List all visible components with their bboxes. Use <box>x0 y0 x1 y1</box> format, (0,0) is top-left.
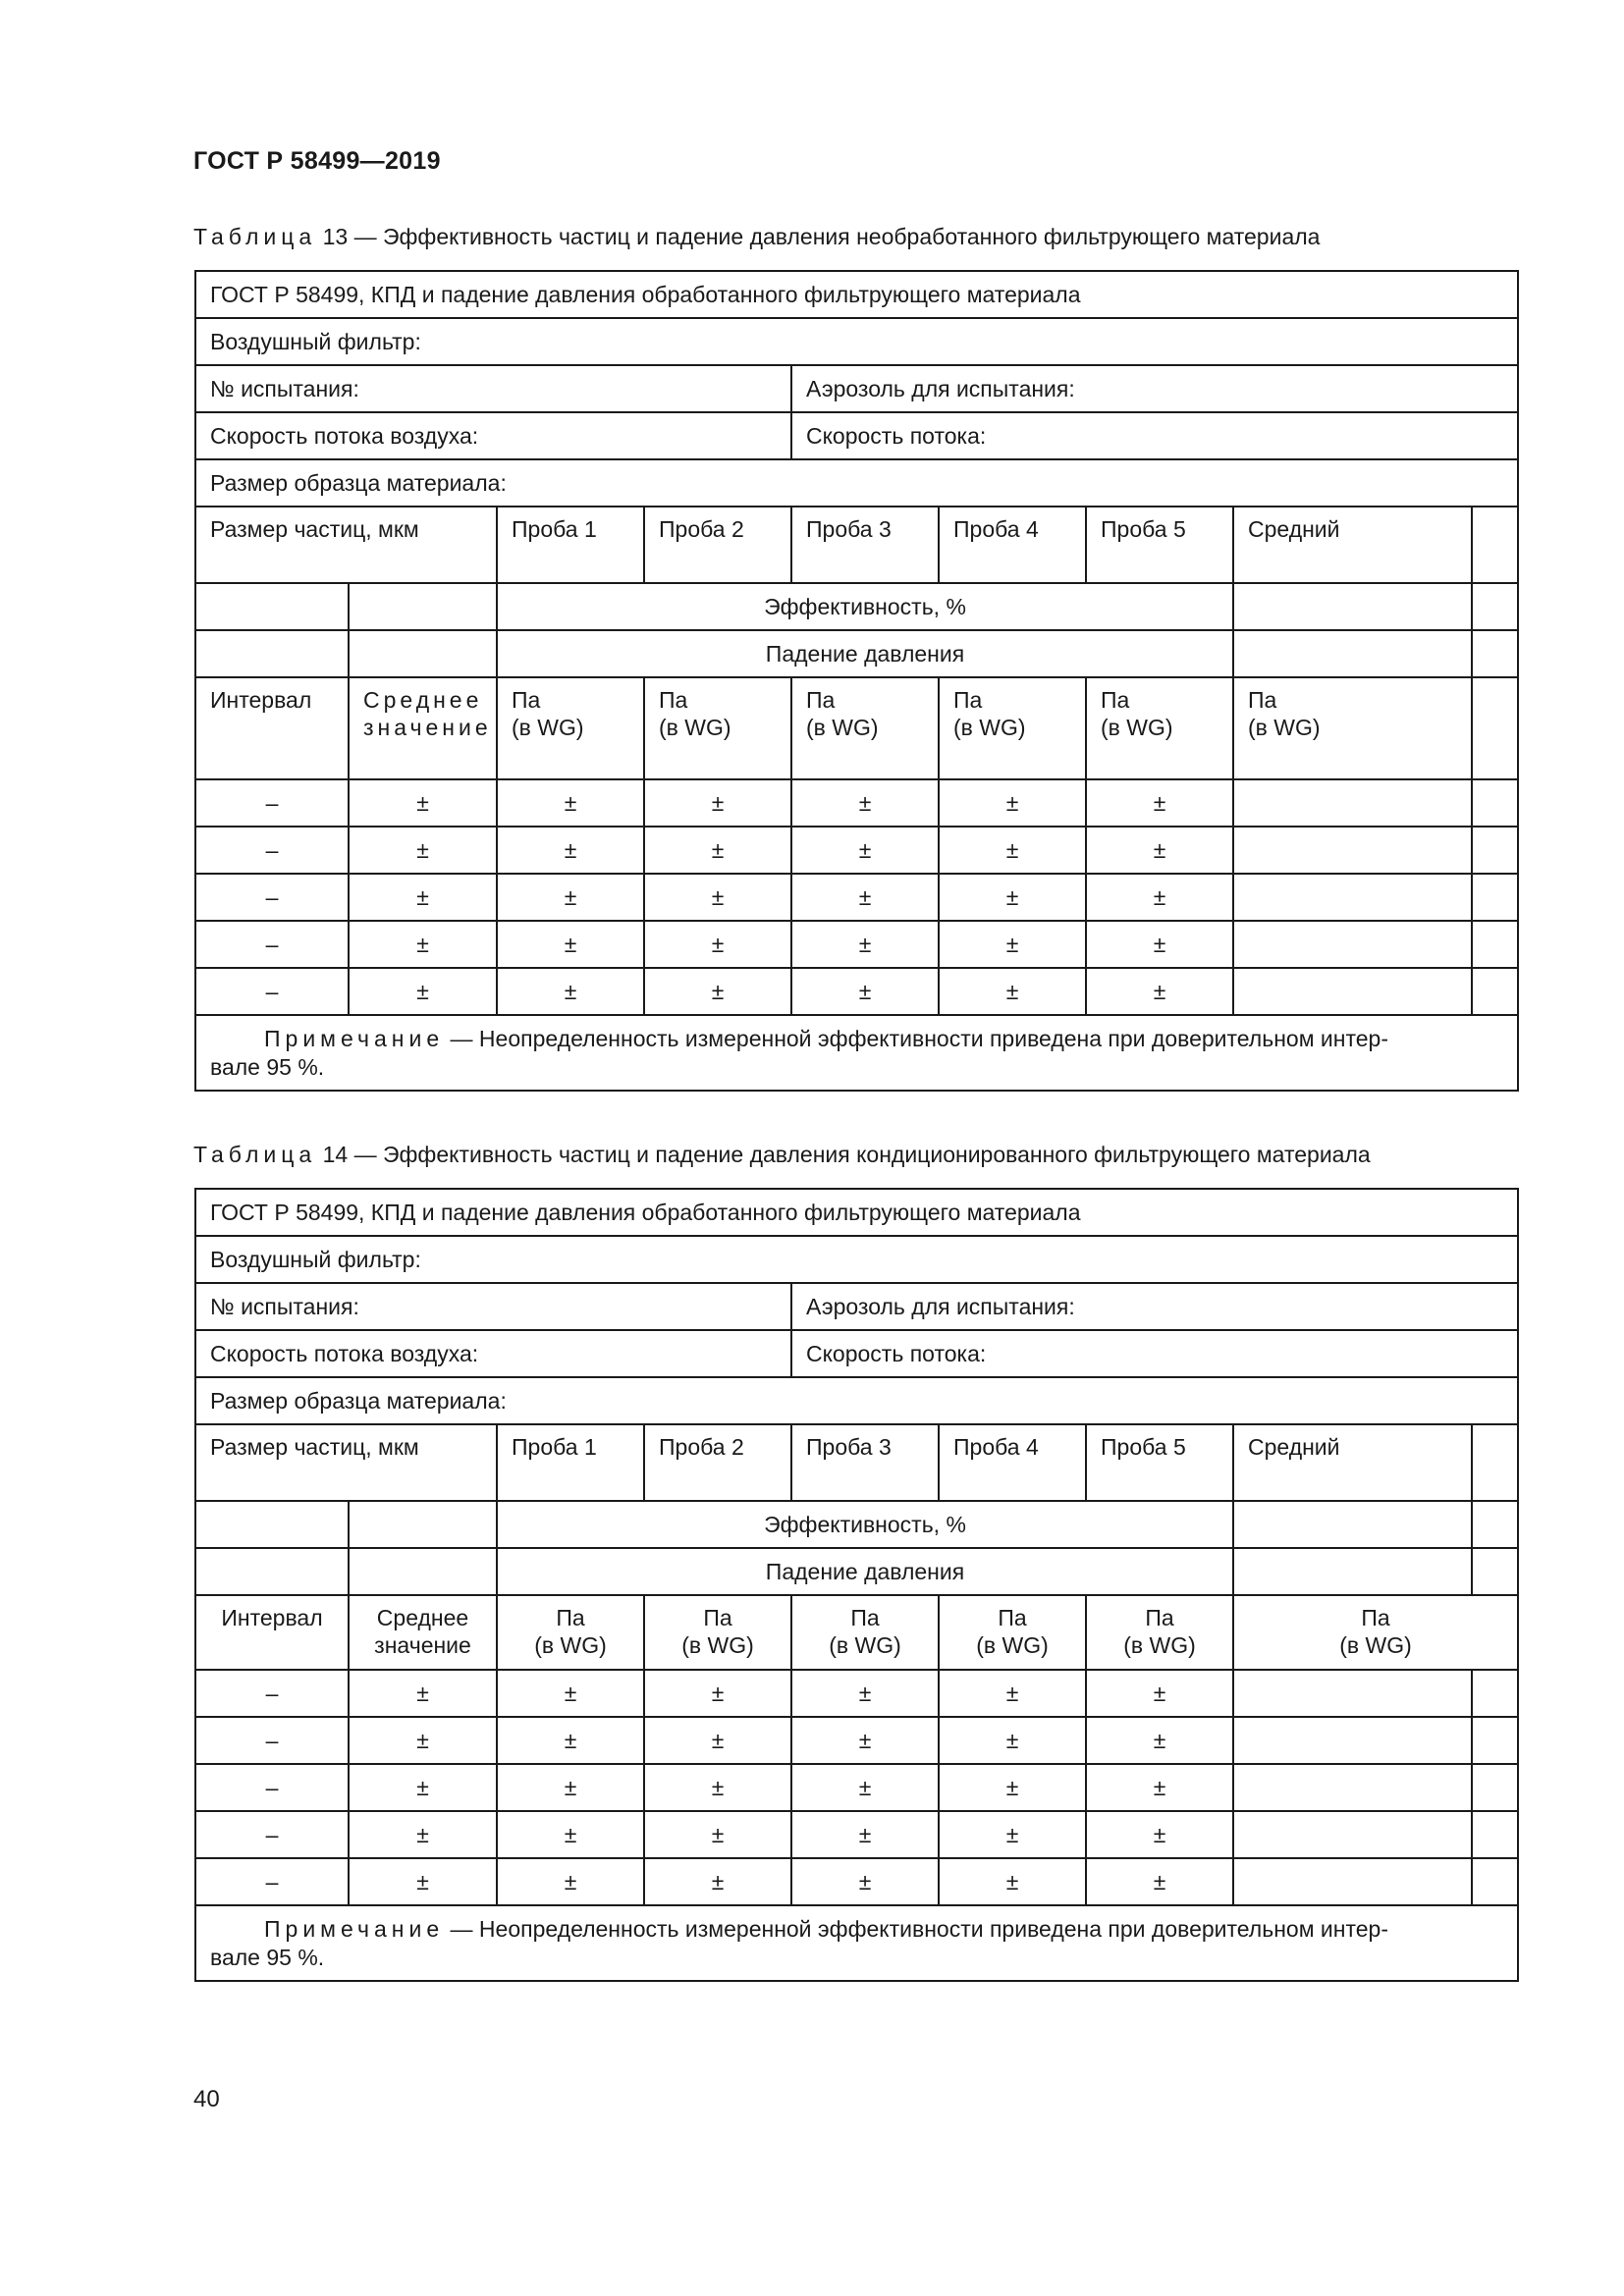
sample-3-header: Проба 3 <box>791 507 939 583</box>
sample-1-header: Проба 1 <box>497 1424 644 1501</box>
unit-cell: Па (в WG) <box>497 677 644 779</box>
sample-5-header: Проба 5 <box>1086 507 1233 583</box>
table-13-caption <box>193 224 1320 250</box>
sample-4-header: Проба 4 <box>939 507 1086 583</box>
empty-cell <box>195 1501 349 1548</box>
unit-cell: Па (в WG) <box>1233 677 1472 779</box>
caption-label: Таблица <box>193 224 317 249</box>
mean-value-header: Среднее значение <box>349 1595 497 1670</box>
empty-cell <box>1472 1548 1518 1595</box>
caption-text: — Эффективность частиц и падение давления необработанного фильтрующего материала <box>353 224 1321 249</box>
empty-cell <box>1472 1501 1518 1548</box>
flow-speed-cell: Скорость потока: <box>791 1330 1518 1377</box>
air-filter-row: Воздушный фильтр: <box>195 1236 1518 1283</box>
pressure-drop-header: Падение давления <box>497 1548 1233 1595</box>
sample-2-header: Проба 2 <box>644 1424 791 1501</box>
unit-cell: Па (в WG) <box>791 677 939 779</box>
flow-speed-cell: Скорость потока: <box>791 412 1518 459</box>
average-header: Средний <box>1233 1424 1472 1501</box>
unit-cell: Па (в WG) <box>939 677 1086 779</box>
table-13 <box>194 270 1519 1092</box>
caption-number: 14 <box>322 1142 349 1167</box>
empty-cell <box>195 630 349 677</box>
table-title-row: ГОСТ Р 58499, КПД и падение давления обработанного фильтрующего материала <box>195 1189 1518 1236</box>
table-14-caption <box>193 1142 1371 1168</box>
air-flow-speed-cell: Скорость потока воздуха: <box>195 1330 791 1377</box>
table-title-row: ГОСТ Р 58499, КПД и падение давления обработанного фильтрующего материала <box>195 271 1518 318</box>
empty-cell <box>1472 677 1518 779</box>
particle-size-header: Размер частиц, мкм <box>195 1424 497 1501</box>
table-row: – ± ± ± ± ± ± <box>195 1858 1518 1905</box>
unit-cell: Па (в WG) <box>1086 1595 1233 1670</box>
test-number-cell: № испытания: <box>195 365 791 412</box>
sample-size-row: Размер образца материала: <box>195 1377 1518 1424</box>
sample-4-header: Проба 4 <box>939 1424 1086 1501</box>
table-row: – ± ± ± ± ± ± <box>195 874 1518 921</box>
table-row: – ± ± ± ± ± ± <box>195 779 1518 827</box>
unit-cell: Па (в WG) <box>497 1595 644 1670</box>
caption-label: Таблица <box>193 1142 317 1167</box>
air-filter-row: Воздушный фильтр: <box>195 318 1518 365</box>
table-note: Примечание — Неопределенность измеренной эффективности приведена при доверительном интер- вале 95 %. <box>195 1905 1518 1981</box>
empty-cell <box>349 583 497 630</box>
unit-cell: Па (в WG) <box>1086 677 1233 779</box>
unit-cell: Па (в WG) <box>791 1595 939 1670</box>
interval-header: Интервал <box>195 677 349 779</box>
table-row: – ± ± ± ± ± ± <box>195 827 1518 874</box>
empty-cell <box>1233 630 1472 677</box>
empty-cell <box>1472 630 1518 677</box>
air-flow-speed-cell: Скорость потока воздуха: <box>195 412 791 459</box>
unit-cell: Па (в WG) <box>939 1595 1086 1670</box>
average-header: Средний <box>1233 507 1472 583</box>
caption-number: 13 <box>322 224 349 249</box>
empty-cell <box>1472 507 1518 583</box>
empty-cell <box>349 630 497 677</box>
pressure-drop-header: Падение давления <box>497 630 1233 677</box>
table-note: Примечание — Неопределенность измеренной эффективности приведена при доверительном интер- вале 95 %. <box>195 1015 1518 1091</box>
sample-5-header: Проба 5 <box>1086 1424 1233 1501</box>
table-row: – ± ± ± ± ± ± <box>195 921 1518 968</box>
interval-header: Интервал <box>195 1595 349 1670</box>
sample-2-header: Проба 2 <box>644 507 791 583</box>
unit-cell: Па (в WG) <box>644 1595 791 1670</box>
efficiency-header: Эффективность, % <box>497 1501 1233 1548</box>
unit-cell: Па (в WG) <box>644 677 791 779</box>
table-14 <box>194 1188 1519 1982</box>
empty-cell <box>349 1501 497 1548</box>
sample-1-header: Проба 1 <box>497 507 644 583</box>
sample-3-header: Проба 3 <box>791 1424 939 1501</box>
unit-cell: Па (в WG) <box>1233 1595 1518 1670</box>
empty-cell <box>1233 583 1472 630</box>
table-row: – ± ± ± ± ± ± <box>195 968 1518 1015</box>
table-row: – ± ± ± ± ± ± <box>195 1811 1518 1858</box>
efficiency-header: Эффективность, % <box>497 583 1233 630</box>
caption-text: — Эффективность частиц и падение давления кондиционированного фильтрующего материала <box>353 1142 1371 1167</box>
document-header: ГОСТ Р 58499—2019 <box>193 147 441 175</box>
table-row: – ± ± ± ± ± ± <box>195 1717 1518 1764</box>
table-row: – ± ± ± ± ± ± <box>195 1764 1518 1811</box>
empty-cell <box>195 583 349 630</box>
page-number: 40 <box>193 2086 220 2112</box>
aerosol-cell: Аэрозоль для испытания: <box>791 1283 1518 1330</box>
sample-size-row: Размер образца материала: <box>195 459 1518 507</box>
empty-cell <box>349 1548 497 1595</box>
empty-cell <box>195 1548 349 1595</box>
particle-size-header: Размер частиц, мкм <box>195 507 497 583</box>
table-row: – ± ± ± ± ± ± <box>195 1670 1518 1717</box>
empty-cell <box>1233 1548 1472 1595</box>
empty-cell <box>1472 583 1518 630</box>
test-number-cell: № испытания: <box>195 1283 791 1330</box>
aerosol-cell: Аэрозоль для испытания: <box>791 365 1518 412</box>
empty-cell <box>1233 1501 1472 1548</box>
mean-value-header: Среднее значение <box>349 677 497 779</box>
empty-cell <box>1472 1424 1518 1501</box>
